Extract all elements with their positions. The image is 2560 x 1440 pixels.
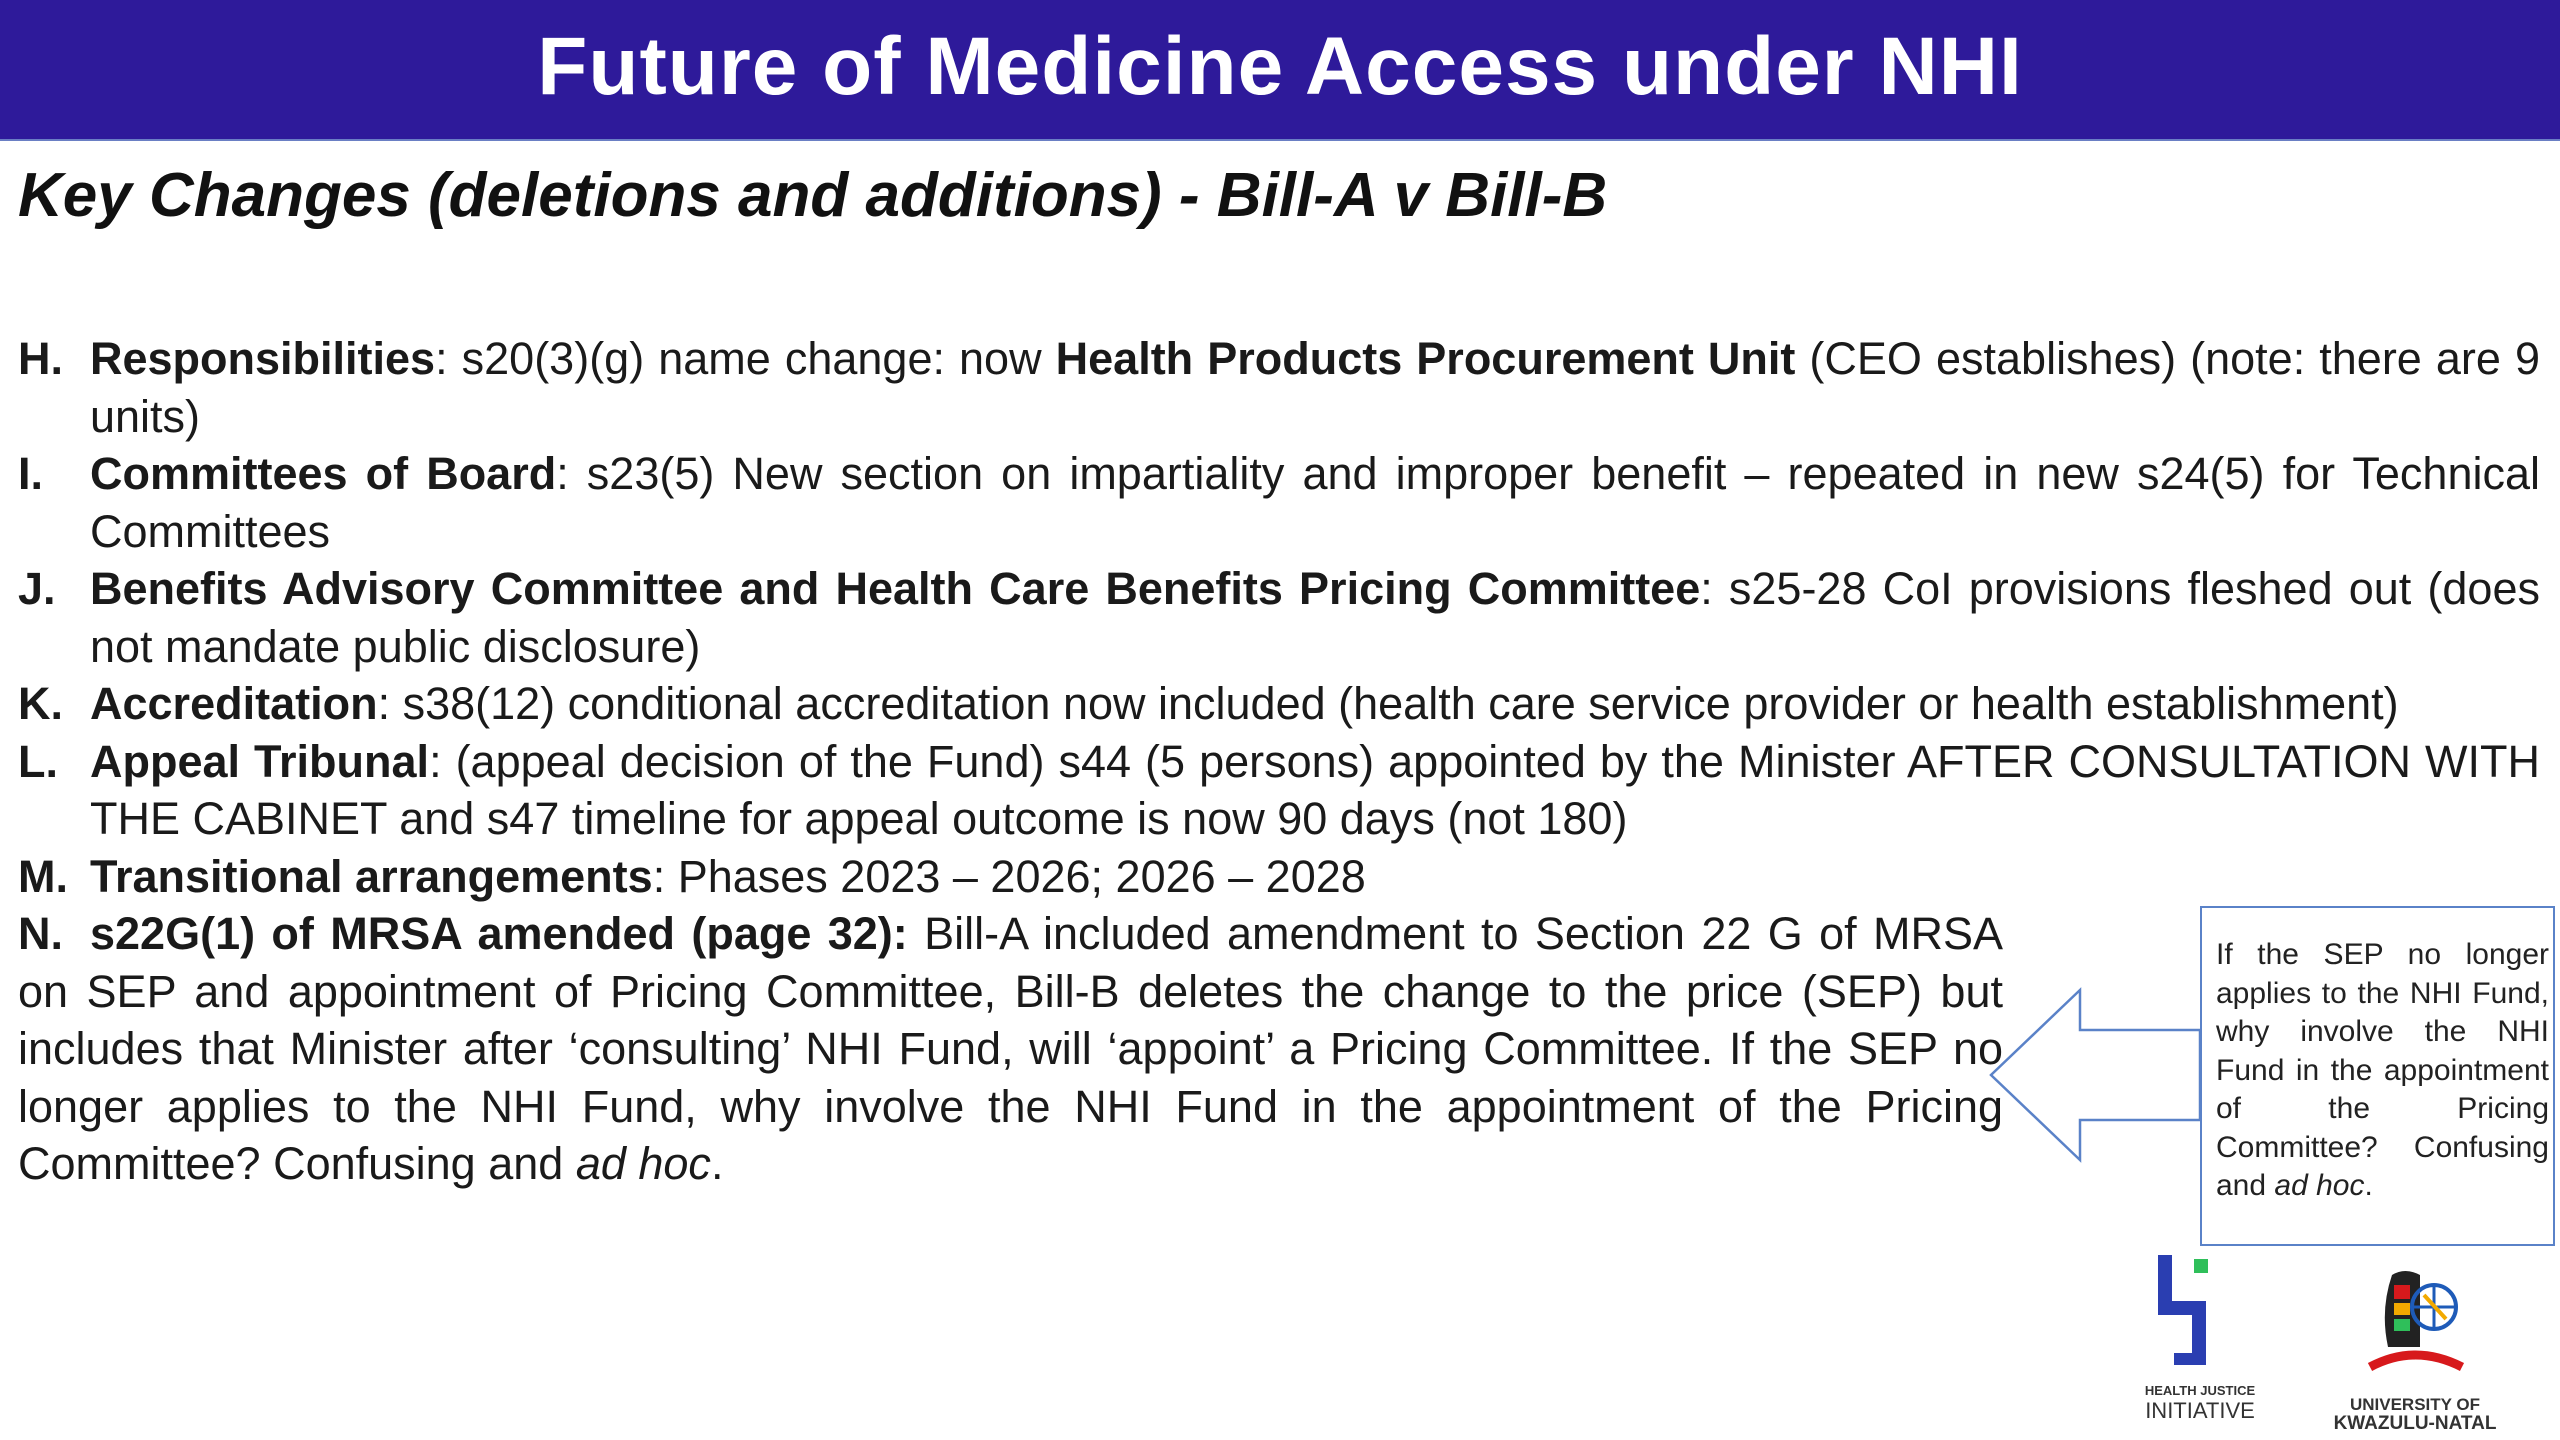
hji-mark-icon: [2152, 1255, 2242, 1380]
callout-end: .: [2364, 1169, 2373, 1202]
callout-box: [2200, 906, 2555, 1246]
ukzn-caption-1: UNIVERSITY OF: [2349, 1395, 2481, 1414]
item-heading: Appeal Tribunal: [90, 735, 430, 787]
item-body: : s25-28 CoI provisions fleshed out (does not mandate public disclosure): [90, 563, 2540, 672]
item-body: : s38(12) conditional accreditation now included (health care service provider or health establishment): [377, 678, 2399, 729]
item-body: : Phases 2023 – 2026; 2026 – 2028: [652, 850, 1366, 902]
title-banner: [0, 0, 2560, 141]
list-item-l: [18, 733, 2540, 848]
item-letter: H.: [18, 333, 63, 384]
item-text: [90, 560, 2540, 675]
slide-title: Future of Medicine Access under NHI: [537, 21, 2023, 112]
ukzn-caption-2: KWAZULU-NATAL: [2333, 1413, 2497, 1434]
item-heading: Committees of Board: [90, 448, 557, 499]
ukzn-crest-icon: [2350, 1255, 2480, 1385]
list-item-i: [18, 445, 2540, 560]
hji-caption-2: INITIATIVE: [2145, 1398, 2255, 1423]
item-text: [90, 848, 2540, 906]
slide-subtitle: Key Changes (deletions and additions) - Bill-A v Bill-B: [18, 161, 1608, 230]
list-item-j: [18, 560, 2540, 675]
item-heading: Benefits Advisory Committee and Health Care Benefits Pricing Committee: [90, 563, 1701, 614]
list-item-n: [18, 905, 2003, 1193]
item-letter: M.: [18, 850, 68, 902]
hji-caption-1: HEALTH JUSTICE: [2144, 1383, 2256, 1398]
item-text: [90, 675, 2540, 733]
ukzn-logo: [2315, 1255, 2515, 1440]
callout-italic: ad hoc: [2274, 1169, 2365, 1202]
item-heading: Transitional arrangements: [90, 850, 653, 902]
item-heading: s22G(1) of MRSA amended (page 32):: [90, 908, 908, 959]
item-body: : s23(5) New section on impartiality and improper benefit – repeated in new s24(5) for Technical Committees: [90, 448, 2541, 557]
item-body: : s20(3)(g) name change: now: [435, 333, 1056, 384]
item-text: [90, 445, 2540, 560]
item-end: .: [710, 1138, 724, 1189]
item-emphasis: Health Products Procurement Unit: [1055, 333, 1796, 384]
item-text: [90, 733, 2540, 848]
list-item-k: [18, 675, 2540, 733]
item-letter: K.: [18, 678, 63, 729]
item-italic: ad hoc: [575, 1138, 711, 1189]
list-item-h: [18, 330, 2540, 445]
health-justice-initiative-logo: [2130, 1255, 2270, 1425]
item-letter: N.: [18, 908, 63, 959]
list-item-m: [18, 848, 2540, 906]
item-body: Bill-A included amendment to Section 22 G of MRSA on SEP and appointment of Pricing Committee, Bill-B deletes the change to the price (SEP) but includes that Minister after ‘consulting’ NHI Fund, will ‘appoint’ a Pricing Committee. If the SEP no longer applies to the NHI Fund, why involve the NHI Fund in the appointment of the Pricing Committee? Confusing and: [18, 908, 2003, 1189]
left-arrow-icon: [1985, 985, 2205, 1165]
item-heading: Accreditation: [90, 678, 378, 729]
item-heading: Responsibilities: [90, 333, 436, 384]
item-letter: I.: [18, 448, 44, 499]
callout-text: If the SEP no longer applies to the NHI Fund, why involve the NHI Fund in the appointment of the Pricing Committee? Confusing and: [2216, 938, 2549, 1202]
item-text: [90, 330, 2540, 445]
item-body: : (appeal decision of the Fund) s44 (5 persons) appointed by the Minister AFTER CONSULTATION WITH THE CABINET and s47 timeline for appeal outcome is now 90 days (not 180): [90, 735, 2541, 844]
item-body: (CEO establishes) (note: there are 9 units): [90, 333, 2540, 442]
item-letter: L.: [18, 735, 58, 787]
item-letter: J.: [18, 563, 56, 614]
